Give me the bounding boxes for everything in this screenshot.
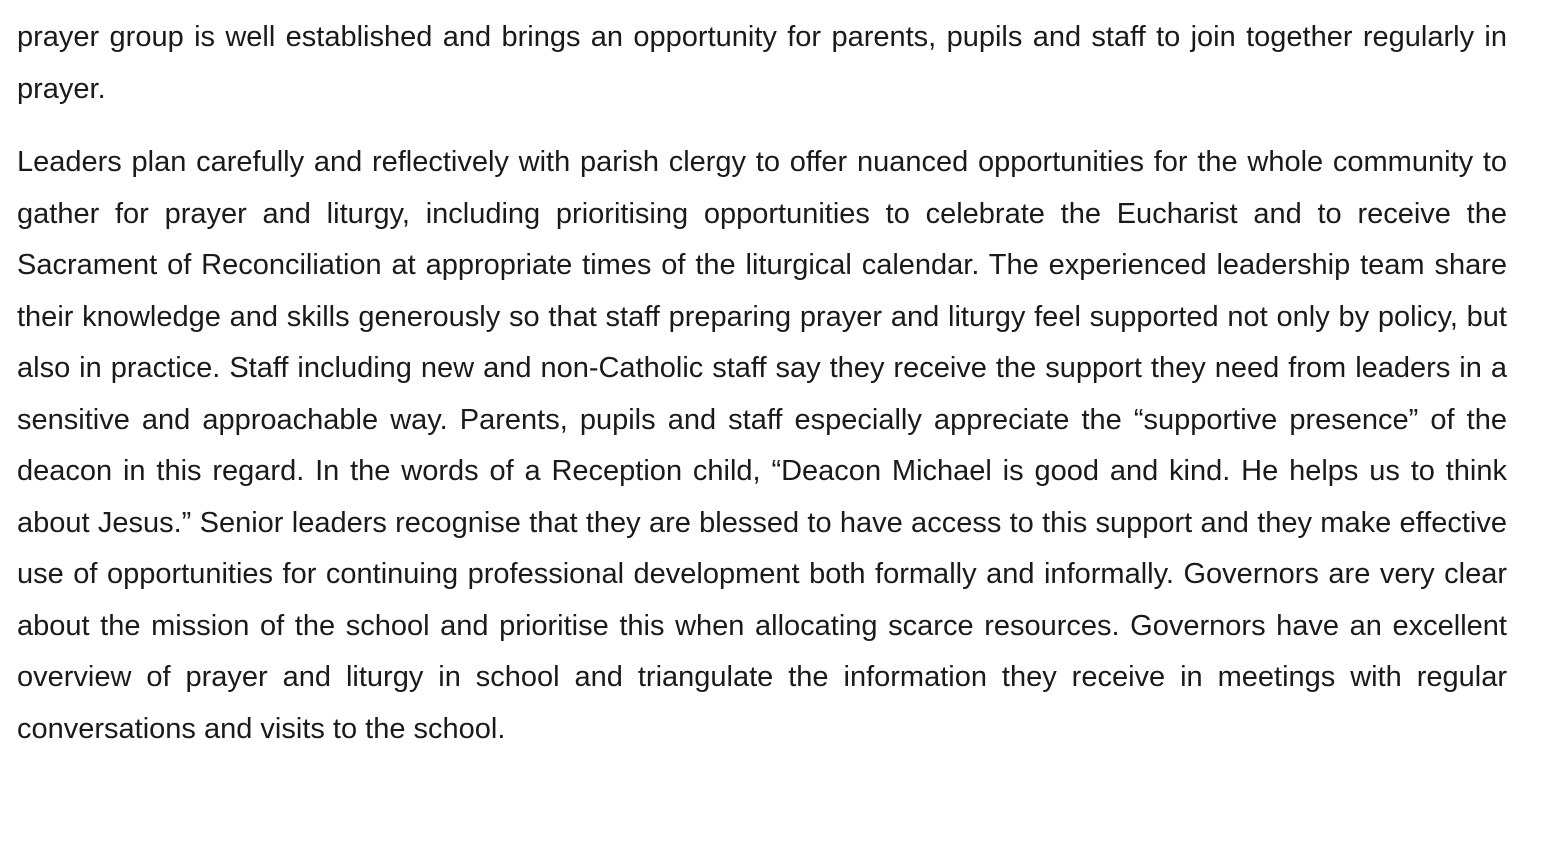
paragraph-prayer-group: prayer group is well established and brings an opportunity for parents, pupils and staff to join together regularly in prayer. [17,21,1507,105]
document-body [17,12,1507,755]
paragraph-leadership: Leaders plan carefully and reflectively with parish clergy to offer nuanced opportunities for the whole community to gather for prayer and liturgy, including prioritising opportunities to celebrate the Eucharist and to receive the Sacrament of Reconciliation at appropriate times of the liturgical calendar. The experienced leadership team share their knowledge and skills generously so that staff preparing prayer and liturgy feel supported not only by policy, but also in practice. Staff including new and non-Catholic staff say they receive the support they need from leaders in a sensitive and approachable way. Parents, pupils and staff especially appreciate the “supportive presence” of the deacon in this regard. In the words of a Reception child, “Deacon Michael is good and kind. He helps us to think about Jesus.” Senior leaders recognise that they are blessed to have access to this support and they make effective use of opportunities for continuing professional development both formally and informally. Governors are very clear about the mission of the school and prioritise this when allocating scarce resources. Governors have an excellent overview of prayer and liturgy in school and triangulate the information they receive in meetings with regular conversations and visits to the school. [17,146,1507,745]
